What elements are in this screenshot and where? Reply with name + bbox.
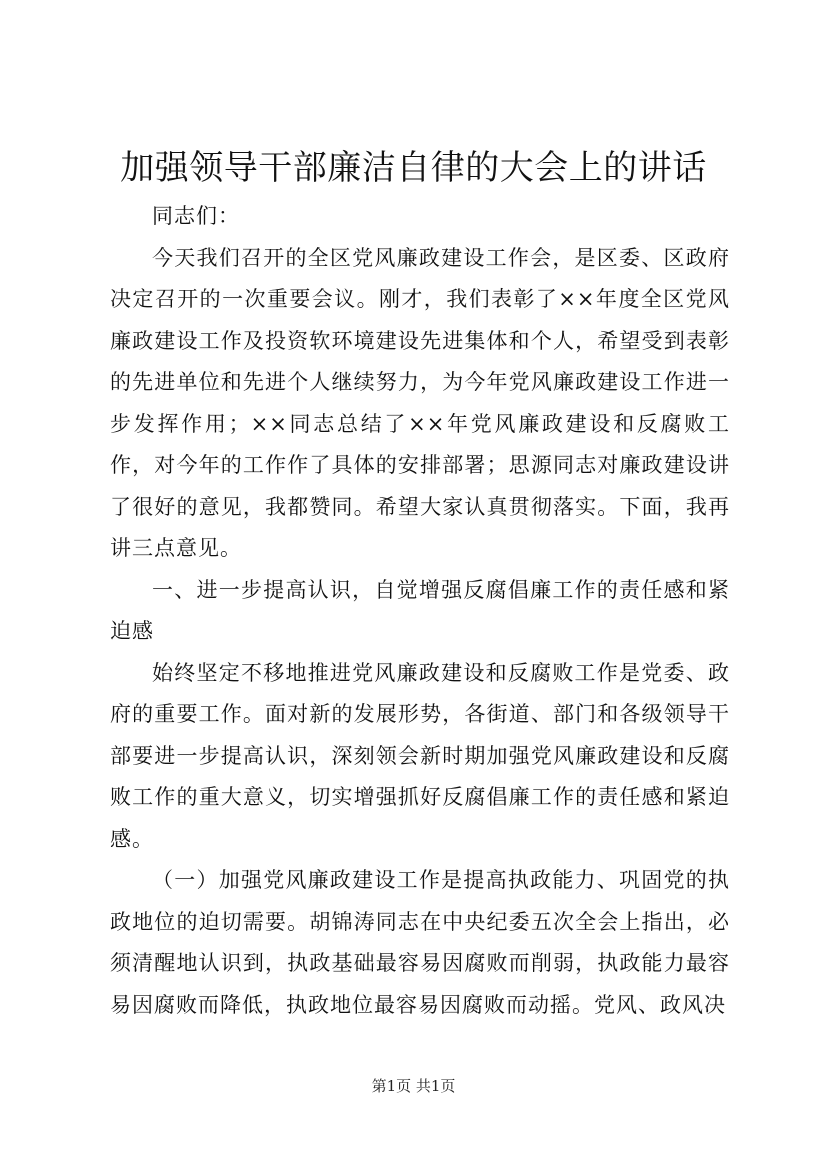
salutation: 同志们： [152, 204, 240, 228]
page-number-footer: 第1页 共1页 [371, 1077, 456, 1095]
document-title: 加强领导干部廉洁自律的大会上的讲话 [120, 148, 707, 188]
paragraph-subsection-1: （一）加强党风廉政建设工作是提高执政能力、巩固党的执政地位的迫切需要。胡锦涛同志在中央纪委五次全会上指出，必须清醒地认识到，执政基础最容易因腐败而削弱，执政能力最容易因腐败而降低，执政地位最容易因腐败而动摇。党风、政风决 [110, 868, 730, 1017]
paragraph-opening: 今天我们召开的全区党风廉政建设工作会，是区委、区政府决定召开的一次重要会议。刚才，我们表彰了××年度全区党风廉政建设工作及投资软环境建设先进集体和个人，希望受到表彰的先进单位和先进个人继续努力，为今年党风廉政建设工作进一步发挥作用；××同志总结了××年党风廉政建设和反腐败工作，对今年的工作作了具体的安排部署；思源同志对廉政建设讲了很好的意见，我都赞同。希望大家认真贯彻落实。下面，我再讲三点意见。 [110, 245, 730, 560]
paragraph-section-1: 始终坚定不移地推进党风廉政建设和反腐败工作是党委、政府的重要工作。面对新的发展形势，各街道、部门和各级领导干部要进一步提高认识，深刻领会新时期加强党风廉政建设和反腐败工作的重大意义，切实增强抓好反腐倡廉工作的责任感和紧迫感。 [110, 660, 730, 851]
section-heading-1: 一、进一步提高认识，自觉增强反腐倡廉工作的责任感和紧迫感 [110, 577, 730, 643]
document-body [110, 196, 730, 1026]
